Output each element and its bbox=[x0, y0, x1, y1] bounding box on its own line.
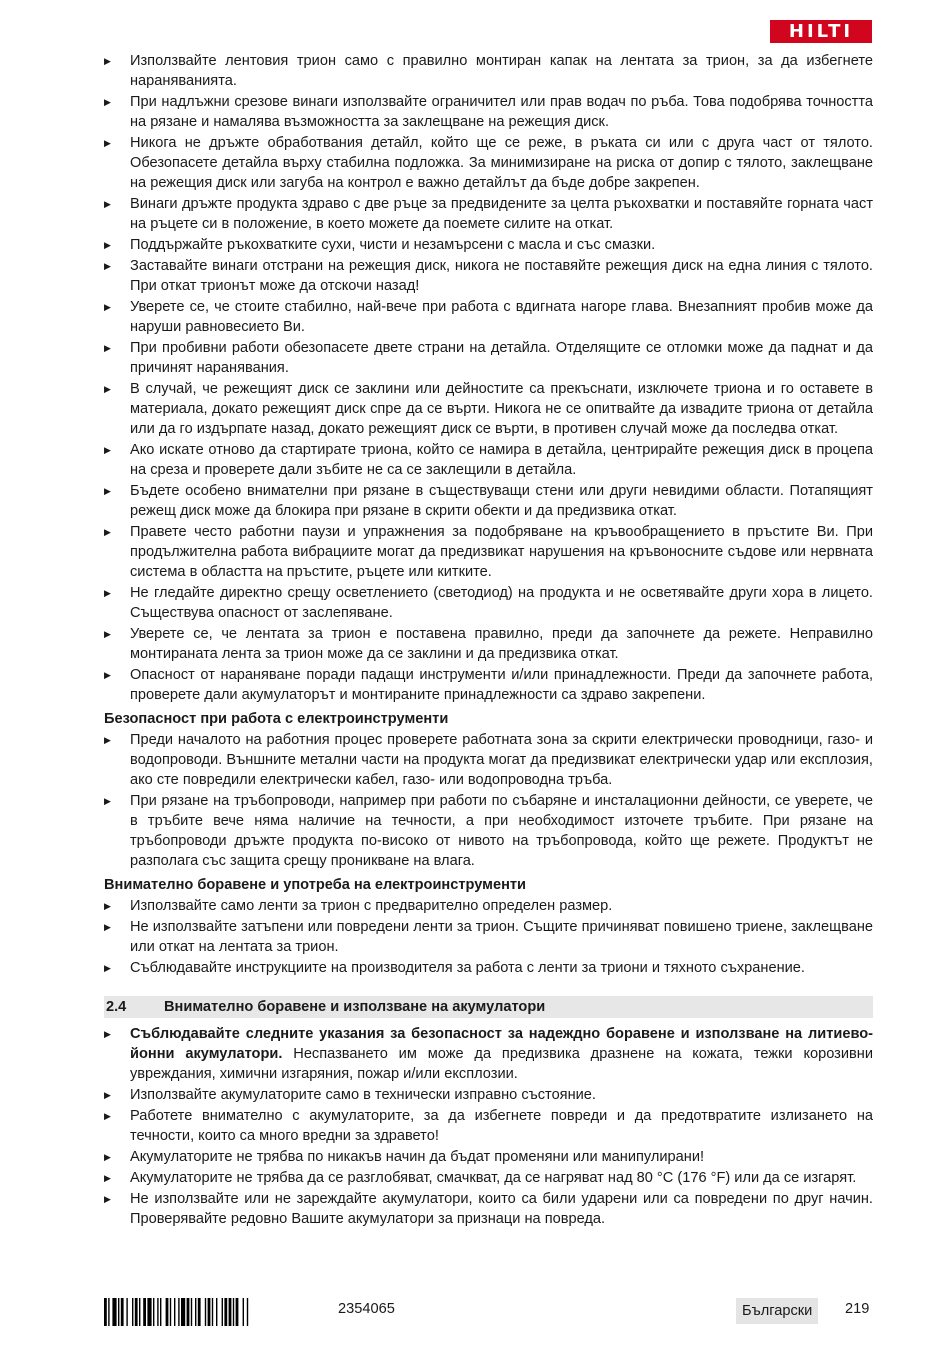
barcode-icon bbox=[104, 1298, 309, 1326]
list-item bbox=[104, 1106, 873, 1146]
bullet-icon: ▶ bbox=[104, 261, 111, 271]
barcode-bar bbox=[229, 1298, 232, 1326]
barcode-bar bbox=[143, 1298, 146, 1326]
barcode-bar bbox=[147, 1298, 151, 1326]
list-item bbox=[104, 1147, 873, 1167]
list-item bbox=[104, 51, 873, 91]
list-item bbox=[104, 958, 873, 978]
list-item-text: Съблюдавайте инструкциите на производителя за работа с ленти за триони и тяхното съхранение. bbox=[130, 960, 805, 976]
barcode-bar bbox=[222, 1298, 223, 1326]
list-item-text: Не гледайте директно срещу осветлението (светодиод) на продукта и не осветявайте други хора в лицето. Съществува опасност от заслепяване. bbox=[130, 585, 873, 621]
safety-list-electrical bbox=[104, 730, 873, 871]
barcode-bar bbox=[112, 1298, 116, 1326]
section-number: 2.4 bbox=[106, 999, 127, 1015]
bullet-icon: ▶ bbox=[104, 486, 111, 496]
list-item bbox=[104, 92, 873, 132]
list-item-text: Акумулаторите не трябва по никакъв начин да бъдат променяни или манипулирани! bbox=[130, 1149, 705, 1165]
bullet-icon: ▶ bbox=[104, 1090, 111, 1100]
bullet-icon: ▶ bbox=[104, 1173, 111, 1183]
barcode-bar bbox=[247, 1298, 248, 1326]
list-item bbox=[104, 256, 873, 296]
list-item-text: Заставайте винаги отстрани на режещия диск, никога не поставяйте режещия диск на една линия с тялото. При откат трионът може да отскочи назад! bbox=[130, 258, 873, 294]
barcode-bar bbox=[208, 1298, 211, 1326]
list-item bbox=[104, 791, 873, 871]
bullet-icon: ▶ bbox=[104, 796, 111, 806]
barcode-bar bbox=[174, 1298, 175, 1326]
barcode-bar bbox=[160, 1298, 161, 1326]
barcode-bar bbox=[132, 1298, 133, 1326]
barcode-bar bbox=[118, 1298, 119, 1326]
list-item-text: Използвайте само ленти за трион с предварително определен размер. bbox=[130, 898, 613, 914]
barcode-bar bbox=[224, 1298, 227, 1326]
list-item bbox=[104, 1024, 873, 1084]
safety-list-battery bbox=[104, 1024, 873, 1229]
barcode-bar bbox=[236, 1298, 239, 1326]
subhead-electrical-safety: Безопасност при работа с електроинструменти bbox=[104, 711, 449, 727]
bullet-icon: ▶ bbox=[104, 97, 111, 107]
safety-list-power-tool bbox=[104, 896, 873, 978]
list-item bbox=[104, 583, 873, 623]
list-item-text: Опасност от нараняване поради падащи инструменти и/или принадлежности. Преди да започнете работа, проверете дали акумулаторът и монтираните принадлежности са здраво закрепени. bbox=[130, 667, 873, 703]
list-item-text: Преди началото на работния процес проверете работната зона за скрити електрически проводници, газо- и водопроводи. Външните метални части на продукта могат да предизвикат електрически удар или експлозия, ако сте повредили електрически кабел, газо- или водопроводна тръба. bbox=[130, 732, 873, 788]
list-item bbox=[104, 1189, 873, 1229]
list-item-text: Поддържайте ръкохватките сухи, чисти и незамърсени с масла и със смазки. bbox=[130, 237, 656, 253]
list-item-text: Ако искате отново да стартирате триона, който се намира в детайла, центрирайте режещия диск в процепа на среза и проверете дали зъбите не са се заклещили в детайла. bbox=[130, 442, 873, 478]
list-item-text: В случай, че режещият диск се заклини или дейностите са прекъснати, изключете триона и го оставете в материала, докато режещият диск спре да се върти. Никога не се опитвайте да извадите триона от детайла или да го издърпате назад, докато режещият диск се върти, в противен случай може да последва откат. bbox=[130, 381, 873, 437]
subhead-power-tool-use: Внимателно боравене и употреба на електроинструменти bbox=[104, 877, 526, 893]
barcode-bar bbox=[170, 1298, 171, 1326]
safety-list-saw bbox=[104, 51, 873, 705]
list-item bbox=[104, 235, 873, 255]
bullet-icon: ▶ bbox=[104, 1152, 111, 1162]
barcode-bar bbox=[166, 1298, 169, 1326]
list-item bbox=[104, 896, 873, 916]
bullet-icon: ▶ bbox=[104, 1194, 111, 1204]
list-item bbox=[104, 297, 873, 337]
list-item bbox=[104, 730, 873, 790]
bullet-icon: ▶ bbox=[104, 302, 111, 312]
barcode-bar bbox=[216, 1298, 217, 1326]
barcode-bar bbox=[135, 1298, 138, 1326]
bullet-icon: ▶ bbox=[104, 384, 111, 394]
list-item-text: Уверете се, че стоите стабилно, най-вече при работа с вдигната нагоре глава. Внезапният пробив може да наруши равновесието Ви. bbox=[130, 299, 873, 335]
list-item bbox=[104, 624, 873, 664]
barcode-bar bbox=[108, 1298, 109, 1326]
list-item bbox=[104, 338, 873, 378]
list-item bbox=[104, 379, 873, 439]
list-item-text: Работете внимателно с акумулаторите, за да избегнете повреди и да предотвратите излизането на течности, които са много вредни за здравето! bbox=[130, 1108, 873, 1144]
list-item-text: Използвайте акумулаторите само в технически изправно състояние. bbox=[130, 1087, 596, 1103]
list-item-text: Не използвайте или не зареждайте акумулатори, които са били ударени или са повредени по друг начин. Проверявайте редовно Вашите акумулатори за признаци на повреда. bbox=[130, 1191, 873, 1227]
list-item-text: Бъдете особено внимателни при рязане в съществуващи стени или други невидими области. Потапящият режещ диск може да блокира при рязане в скрити обекти и да предизвика откат. bbox=[130, 483, 873, 519]
bullet-icon: ▶ bbox=[104, 629, 111, 639]
bullet-icon: ▶ bbox=[104, 240, 111, 250]
bullet-icon: ▶ bbox=[104, 735, 111, 745]
list-item-text: Използвайте лентовия трион само с правилно монтиран капак на лентата за трион, за да избегнете нараняванията. bbox=[130, 53, 873, 89]
bold-lead: Съблюдавайте следните указания за безопасност за надеждно боравене и използване на литиево-йонни акумулатори. bbox=[130, 1026, 873, 1062]
list-item-text: При рязане на тръбопроводи, например при работи по събаряне и инсталационни дейности, се уверете, че в тръбите вече няма наличие на течности, а при необходимост източете тръбите. При рязане на тръбопроводи дръжте продукта по-високо от нивото на тръбопровода, който ще режете. Продуктът не разполага със защита срещу проникване на влага. bbox=[130, 793, 873, 869]
barcode-bar bbox=[157, 1298, 158, 1326]
barcode-bar bbox=[191, 1298, 192, 1326]
barcode-bar bbox=[195, 1298, 196, 1326]
barcode-bar bbox=[187, 1298, 190, 1326]
barcode-bar bbox=[126, 1298, 127, 1326]
page-number: 219 bbox=[845, 1301, 870, 1317]
list-item-text: Винаги дръжте продукта здраво с две ръце за предвидените за целта ръкохватки и поставяйте горната част на ръцете си в положение, в което можете да поемете силите на откат. bbox=[130, 196, 873, 232]
list-item-text: При пробивни работи обезопасете двете страни на детайла. Отделящите се отломки може да паднат и да причинят наранявания. bbox=[130, 340, 873, 376]
list-item bbox=[104, 440, 873, 480]
bullet-icon: ▶ bbox=[104, 199, 111, 209]
barcode-bar bbox=[181, 1298, 185, 1326]
list-item bbox=[104, 917, 873, 957]
barcode-bar bbox=[212, 1298, 213, 1326]
barcode-bar bbox=[198, 1298, 201, 1326]
lead-rest: Неспазването им може да предизвика дразнене на кожата, тежки корозивни увреждания, химични изгаряния, пожар и/или експлозии. bbox=[130, 1046, 873, 1082]
language-label: Български bbox=[736, 1298, 818, 1324]
list-item bbox=[104, 133, 873, 193]
barcode-bar bbox=[153, 1298, 154, 1326]
bullet-icon: ▶ bbox=[104, 901, 111, 911]
bullet-icon: ▶ bbox=[104, 670, 111, 680]
list-item bbox=[104, 522, 873, 582]
barcode-bar bbox=[243, 1298, 244, 1326]
barcode-bar bbox=[104, 1298, 107, 1326]
barcode-bar bbox=[205, 1298, 206, 1326]
list-item-text: Никога не дръжте обработвания детайл, който ще се реже, в ръката си или с друга част от тялото. Обезопасете детайла върху стабилна подложка. За минимизиране на риска от допир с тялото, заклещване на режещия диск или загуба на контрол е важно детайлът да бъде добре закрепен. bbox=[130, 135, 873, 191]
list-item-text: Не използвайте затъпени или повредени ленти за трион. Същите причиняват повишено триене, заклещване или откат на лентата за трион. bbox=[130, 919, 873, 955]
list-item-text: Акумулаторите не трябва да се разглобяват, смачкват, да се нагряват над 80 °C (176 °F) или да се изгарят. bbox=[130, 1170, 857, 1186]
bullet-icon: ▶ bbox=[104, 445, 111, 455]
barcode-bar bbox=[178, 1298, 179, 1326]
bullet-icon: ▶ bbox=[104, 56, 111, 66]
bullet-icon: ▶ bbox=[104, 1029, 111, 1039]
barcode-bar bbox=[121, 1298, 124, 1326]
hilti-logo: HILTI bbox=[770, 20, 872, 43]
document-number: 2354065 bbox=[338, 1301, 395, 1317]
list-item bbox=[104, 481, 873, 521]
list-item-text: Правете често работни паузи и упражнения за подобряване на кръвообращението в пръстите Ви. При продължителна работа вибрациите могат да предизвикат нарушения на кръвоносните съдове или нервната система в областта на пръстите, ръцете или китките. bbox=[130, 524, 873, 580]
list-item bbox=[104, 1168, 873, 1188]
bullet-icon: ▶ bbox=[104, 963, 111, 973]
barcode-bar bbox=[233, 1298, 234, 1326]
list-item bbox=[104, 194, 873, 234]
list-item bbox=[104, 665, 873, 705]
section-heading-2-4 bbox=[104, 996, 873, 1018]
bullet-icon: ▶ bbox=[104, 138, 111, 148]
list-item-text: При надлъжни срезове винаги използвайте ограничител или прав водач по ръба. Това подобрява точността на рязане и намалява възможността за заклещване на режещия диск. bbox=[130, 94, 873, 130]
page-content bbox=[104, 51, 873, 1230]
list-item bbox=[104, 1085, 873, 1105]
list-item-text: Уверете се, че лентата за трион е поставена правилно, преди да започнете да режете. Неправилно монтираната лента за трион може да се заклини и да предизвика откат. bbox=[130, 626, 873, 662]
bullet-icon: ▶ bbox=[104, 1111, 111, 1121]
barcode-bar bbox=[139, 1298, 140, 1326]
bullet-icon: ▶ bbox=[104, 922, 111, 932]
footer bbox=[104, 1298, 873, 1328]
section-title: Внимателно боравене и използване на акумулатори bbox=[164, 999, 546, 1015]
bullet-icon: ▶ bbox=[104, 588, 111, 598]
bullet-icon: ▶ bbox=[104, 343, 111, 353]
bullet-icon: ▶ bbox=[104, 527, 111, 537]
